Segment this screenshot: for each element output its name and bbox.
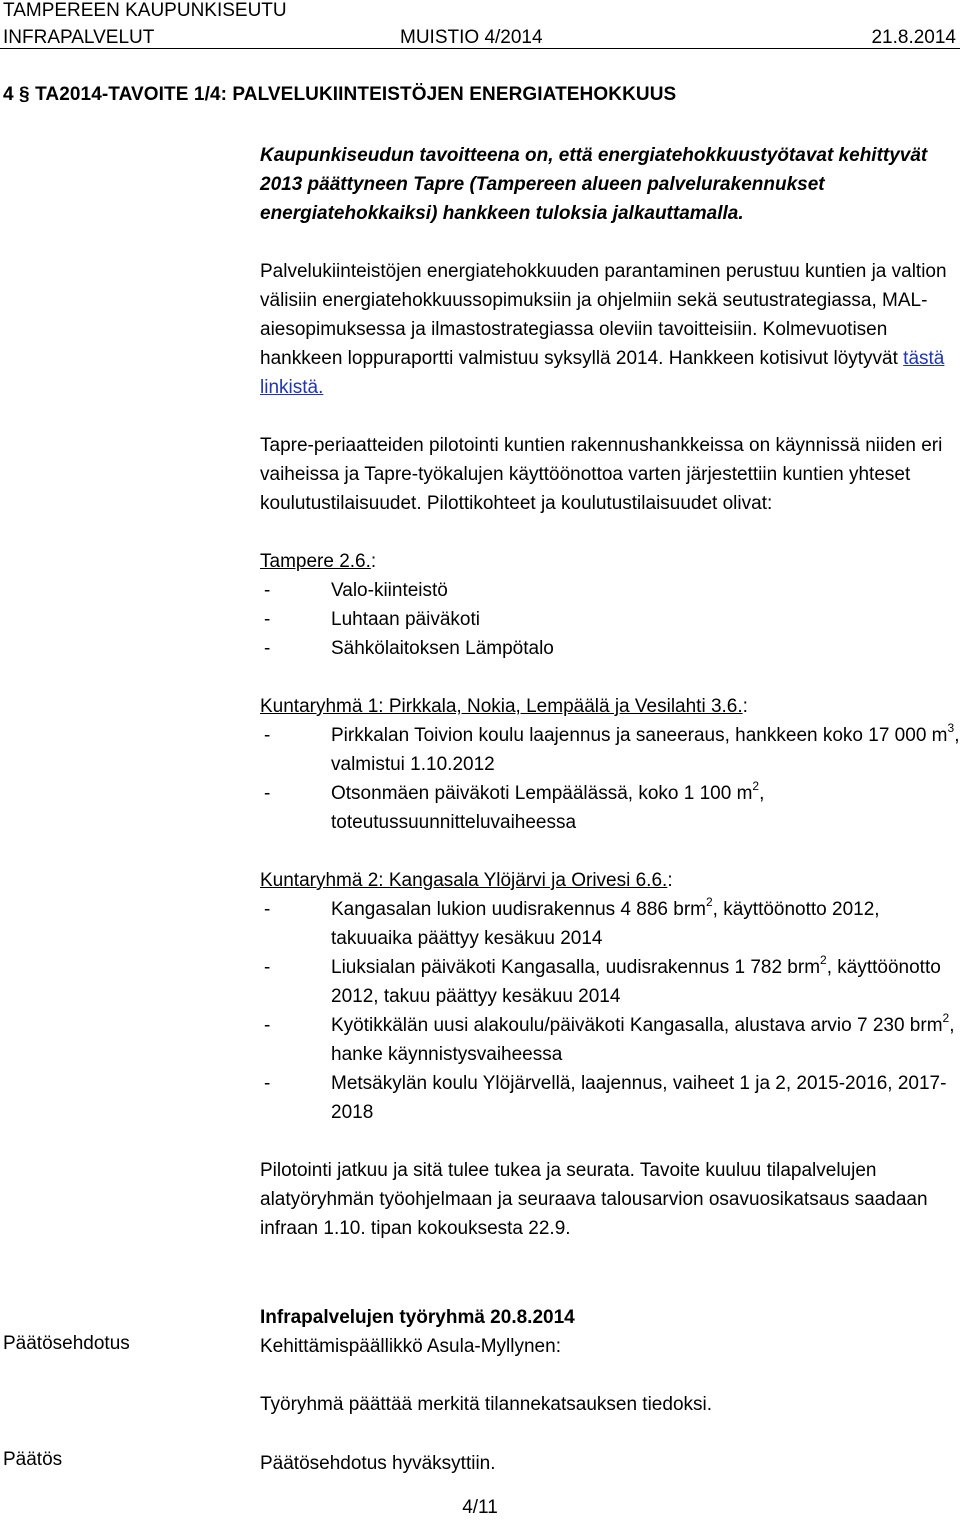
list-dash: -	[264, 609, 271, 630]
pilot-list	[260, 576, 960, 663]
list-dash: -	[264, 638, 271, 659]
list-item-text-end: , hanke käynnistysvaiheessa	[331, 1015, 955, 1065]
list-dash: -	[264, 899, 271, 920]
proposal-presenter: Kehittämispäällikkö Asula-Myllynen:	[260, 1336, 561, 1357]
paragraph-background-text: Palvelukiinteistöjen energiatehokkuuden parantaminen perustuu kuntien ja valtion välisiin energiatehokkuussopimuksiin ja ohjelmiin sekä seutustrategiassa, MAL-aiesopimuksessa ja ilmastostrategiassa oleviin tavoitteisiin. Kolmevuotisen hankkeen loppuraportti valmistuu syksyllä 2014. Hankkeen kotisivut löytyvät	[260, 261, 947, 369]
decision-text: Päätösehdotus hyväksyttiin.	[260, 1453, 496, 1474]
group-title	[260, 866, 960, 895]
body-content	[260, 257, 960, 1243]
list-dash: -	[264, 783, 271, 804]
goal-statement: Kaupunkiseudun tavoitteena on, että energiatehokkuustyötavat kehittyvät 2013 päättyneen Tapre (Tampereen alueen palvelurakennukset energiatehokkaiksi) hankkeen tuloksia jalkauttamalla.	[260, 145, 928, 224]
list-dash: -	[264, 725, 271, 746]
list-item-text: Otsonmäen päiväkoti Lempäälässä, koko 1 100 m	[331, 783, 753, 804]
pilot-group-kuntaryhma-2	[260, 866, 960, 1127]
list-dash: -	[264, 1015, 271, 1036]
list-item	[260, 721, 960, 779]
memo-number: MUISTIO 4/2014	[400, 27, 543, 48]
page-number: 4/11	[462, 1497, 498, 1518]
group-title-colon: :	[667, 870, 673, 891]
pilot-group-kuntaryhma-1	[260, 692, 960, 837]
list-item	[260, 895, 960, 953]
superscript: 2	[705, 894, 713, 909]
list-item	[260, 634, 960, 663]
pilot-list	[260, 895, 960, 1127]
memo-date: 21.8.2014	[871, 27, 956, 48]
list-item-text: Kyötikkälän uusi alakoulu/päiväkoti Kangasalla, alustava arvio 7 230 brm	[331, 1015, 943, 1036]
list-item	[260, 779, 960, 837]
list-item-text-end: , toteutussuunnitteluvaiheessa	[331, 783, 765, 833]
list-item	[260, 1069, 960, 1127]
group-title-text: Kuntaryhmä 2: Kangasala Ylöjärvi ja Orivesi 6.6.	[260, 870, 668, 891]
group-title	[260, 547, 960, 576]
list-item-text-end: , valmistui 1.10.2012	[331, 725, 960, 775]
list-item	[260, 605, 960, 634]
list-item-text: Luhtaan päiväkoti	[331, 609, 480, 630]
pilot-list	[260, 721, 960, 837]
list-item-text: Metsäkylän koulu Ylöjärvellä, laajennus, vaiheet 1 ja 2, 2015-2016, 2017-2018	[331, 1073, 947, 1123]
header-divider	[0, 48, 960, 49]
proposal-heading: Infrapalvelujen työryhmä 20.8.2014	[260, 1307, 575, 1328]
group-title-colon: :	[370, 551, 377, 572]
paragraph-continuation: Pilotointi jatkuu ja sitä tulee tukea ja seurata. Tavoite kuuluu tilapalvelujen alatyöryhmän työohjelmaan ja seuraava talousarvion osavuosikatsaus saadaan infraan 1.10. tipan kokouksesta 22.9.	[260, 1160, 928, 1239]
group-title-colon: :	[742, 696, 748, 717]
list-item-text: Valo-kiinteistö	[331, 580, 448, 601]
list-item-text: Pirkkalan Toivion koulu laajennus ja saneeraus, hankkeen koko 17 000 m	[331, 725, 948, 746]
superscript: 2	[942, 1010, 950, 1025]
list-item	[260, 1011, 960, 1069]
pilot-group-tampere	[260, 547, 960, 663]
group-title-text: Tampere 2.6.	[260, 551, 371, 572]
list-item-text-end: , käyttöönotto 2012, takuu päättyy kesäkuu 2014	[331, 957, 941, 1007]
list-dash: -	[264, 1073, 271, 1094]
project-homepage-link[interactable]: tästä linkistä.	[260, 348, 945, 398]
paragraph-pilots: Tapre-periaatteiden pilotointi kuntien rakennushankkeissa on käynnissä niiden eri vaiheissa ja Tapre-työkalujen käyttöönottoa varten järjestettiin kuntien yhteset koulutustilaisuudet. Pilottikohteet ja koulutustilaisuudet olivat:	[260, 435, 943, 514]
paragraph-background	[260, 257, 960, 402]
list-item-text: Liuksialan päiväkoti Kangasalla, uudisrakennus 1 782 brm	[331, 957, 821, 978]
proposal-label: Päätösehdotus	[3, 1333, 130, 1354]
list-item-text-end: , käyttöönotto 2012, takuuaika päättyy kesäkuu 2014	[331, 899, 880, 949]
list-item-text: Kangasalan lukion uudisrakennus 4 886 brm	[331, 899, 706, 920]
list-item-text: Sähkölaitoksen Lämpötalo	[331, 638, 554, 659]
org-name: TAMPEREEN KAUPUNKISEUTU	[3, 0, 287, 21]
section-heading: 4 § TA2014-TAVOITE 1/4: PALVELUKIINTEISTÖJEN ENERGIATEHOKKUUS	[3, 84, 677, 105]
proposal-block	[260, 1303, 960, 1419]
list-item	[260, 953, 960, 1011]
group-title	[260, 692, 960, 721]
decision-label: Päätös	[3, 1449, 63, 1470]
list-dash: -	[264, 580, 271, 601]
list-dash: -	[264, 957, 271, 978]
superscript: 3	[947, 720, 955, 735]
list-item	[260, 576, 960, 605]
superscript: 2	[752, 778, 760, 793]
group-title-text: Kuntaryhmä 1: Pirkkala, Nokia, Lempäälä ja Vesilahti 3.6.	[260, 696, 743, 717]
unit-name: INFRAPALVELUT	[3, 27, 155, 48]
superscript: 2	[820, 952, 827, 967]
proposal-text: Työryhmä päättää merkitä tilannekatsauksen tiedoksi.	[260, 1394, 713, 1415]
